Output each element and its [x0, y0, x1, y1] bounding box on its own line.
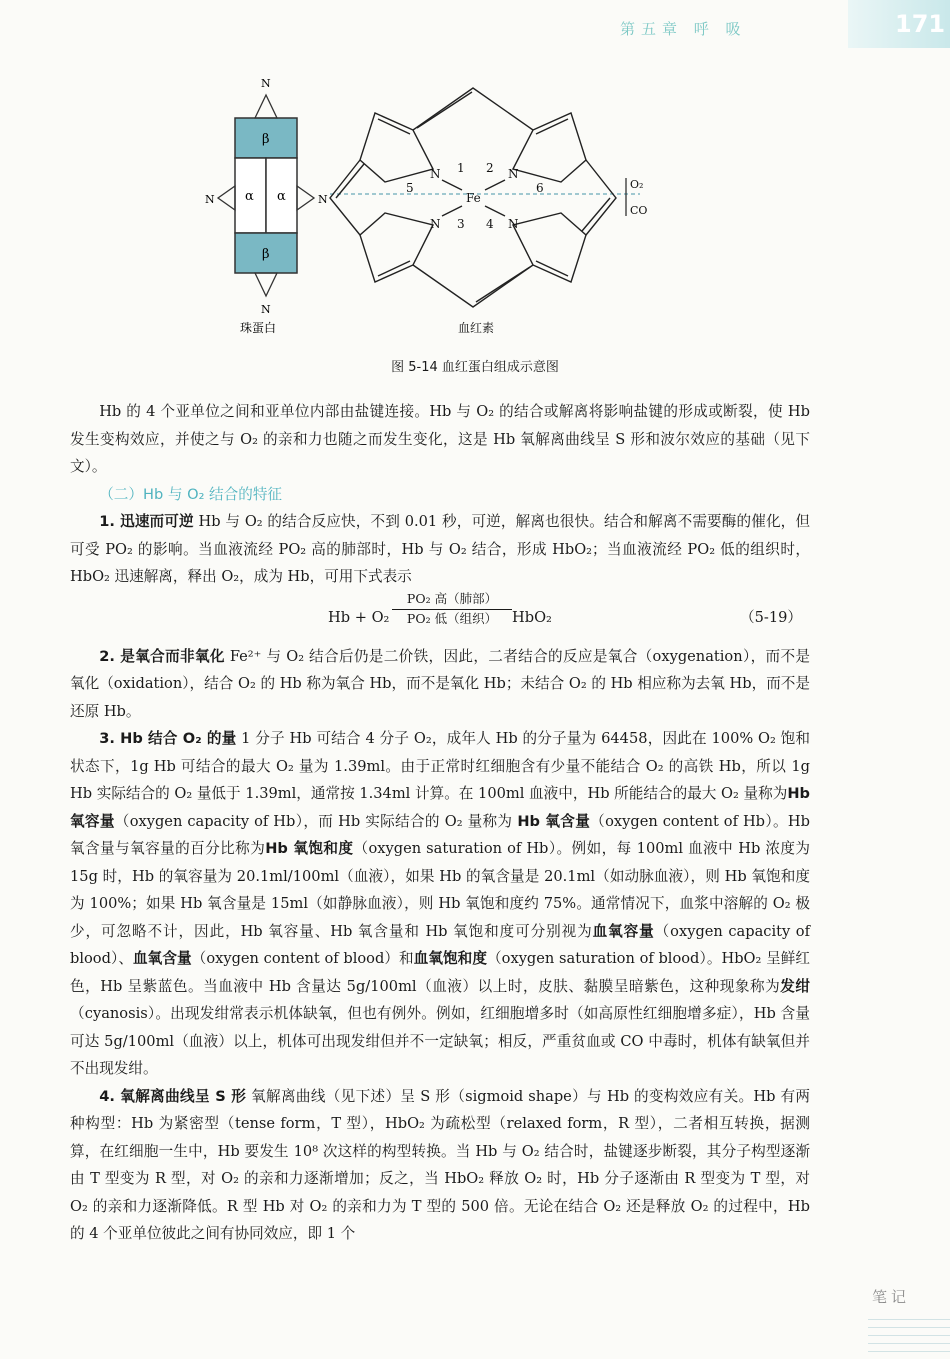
- equation-bottom-condition: PO₂ 低（组织）: [406, 610, 498, 626]
- equation-top-condition: PO₂ 高（肺部）: [406, 590, 498, 606]
- item-text-3f: （oxygen content of blood）和: [191, 950, 414, 967]
- globin-diagram: [205, 77, 328, 335]
- n-atom-2: N: [508, 167, 519, 181]
- item-title-3: 3. Hb 结合 O₂ 的量: [99, 730, 237, 747]
- alpha-label-right: α: [277, 189, 286, 204]
- notes-label: 笔记: [872, 1288, 911, 1306]
- equation-right: HbO₂: [512, 608, 552, 626]
- n-left: N: [205, 193, 215, 206]
- item-text-3a: 1 分子 Hb 可结合 4 分子 O₂，成年人 Hb 的分子量为 64458，因此在 100% O₂ 饱和状态下，1g Hb 可结合的最大 O₂ 量为 1.39ml。由于正常时红细胞含有少量不能结合 O₂ 的高铁 Hb，所以 1g Hb 实际结合的 O₂ 量低于 1.39ml，通常按 1.34ml 计算。在 100ml 血液中，Hb 所能结合的最大 O₂ 量称为: [70, 730, 811, 802]
- term-hb-oxygen-capacity: Hb 氧容量: [70, 785, 810, 830]
- term-hb-oxygen-saturation: Hb 氧饱和度: [265, 840, 354, 857]
- page-number: 171: [895, 10, 946, 38]
- item-text-3h: （cyanosis）。出现发绀常表示机体缺氧，但也有例外。例如，红细胞增多时（如高原性红细胞增多症），Hb 含量可达 5g/100ml（血液）以上，机体可出现发绀但并不一定缺氧；相反，严重贫血或 CO 中毒时，机体有缺氧但并不出现发绀。: [70, 1005, 810, 1077]
- n-atom-4: N: [508, 217, 519, 231]
- n-bottom: N: [261, 303, 271, 316]
- term-cyanosis: 发绀: [780, 977, 810, 995]
- item-text-4: 氧解离曲线（见下述）呈 S 形（sigmoid shape）与 Hb 的变构效应有关。Hb 有两种构型：Hb 为紧密型（tense form，T 型），HbO₂ 为疏松型（relaxed form，R 型），二者相互转换，据测算，在红细胞一生中，Hb 要发生 10⁸ 次这样的构型转换。当 Hb 与 O₂ 结合时，盐键逐步断裂，其分子构型逐渐由 T 型变为 R 型，对 O₂ 的亲和力逐渐增加；反之，当 HbO₂ 释放 O₂ 时，Hb 分子逐渐由 R 型变为 T 型，对 O₂ 的亲和力逐渐降低。R 型 Hb 对 O₂ 的亲和力为 T 型的 500 倍。无论在结合 O₂ 还是释放 O₂ 的过程中，Hb 的 4 个亚单位彼此之间有协同效应，即 1 个: [70, 1087, 810, 1242]
- term-hb-oxygen-content: Hb 氧含量: [517, 812, 591, 830]
- item-text-3e: （oxygen capacity of blood）、: [70, 922, 810, 967]
- bond-number-3: 3: [457, 217, 465, 231]
- notes-lines: [868, 1312, 950, 1352]
- item-title-4: 4. 氧解离曲线呈 S 形: [99, 1087, 247, 1105]
- bond-number-5: 5: [406, 181, 414, 195]
- n-atom-1: N: [430, 167, 441, 181]
- bond-number-1: 1: [457, 161, 465, 175]
- paragraph-oxygenation: [70, 643, 810, 726]
- bond-number-4: 4: [486, 217, 494, 231]
- equation-left: Hb + O₂: [328, 608, 390, 626]
- globin-label: 珠蛋白: [240, 321, 277, 335]
- beta-label-top: β: [262, 132, 270, 147]
- item-title-1: 1. 迅速而可逆: [99, 513, 194, 530]
- fe-atom: Fe: [466, 191, 481, 205]
- alpha-label-left: α: [245, 189, 254, 204]
- section-heading: （二）Hb 与 O₂ 结合的特征: [99, 485, 283, 503]
- equation-5-19: [70, 591, 810, 643]
- item-text-2: Fe²⁺ 与 O₂ 结合后仍是二价铁，因此，二者结合的反应是氧合（oxygenation），而不是氧化（oxidation），结合 O₂ 的 Hb 称为氧合 Hb，而不是氧化 Hb；未结合 O₂ 的 Hb 相应称为去氧 Hb，而不是还原 Hb。: [70, 647, 810, 720]
- equation-number: （5-19）: [740, 608, 802, 626]
- o2-label: O₂: [630, 178, 644, 191]
- heme-label: 血红素: [458, 321, 495, 335]
- bond-number-2: 2: [486, 161, 494, 175]
- figure-caption: 图 5-14 血红蛋白组成示意图: [391, 360, 559, 375]
- paragraph-s-curve: [70, 1083, 810, 1248]
- item-text-3d: （oxygen saturation of Hb）。例如，每 100ml 血液中 Hb 浓度为 15g 时，Hb 的氧容量为 20.1ml/100ml（血液），如果 Hb 的氧含量是 20.1ml（如动脉血液），则 Hb 氧饱和度为 100%；如果 Hb 氧含量是 15ml（如静脉血液），则 Hb 氧饱和度约 75%。通常情况下，血浆中溶解的 O₂ 极少，可忽略不计，因此，Hb 氧容量、Hb 氧含量和 Hb 氧饱和度可分别视为: [70, 840, 810, 940]
- hemoglobin-figure: [200, 70, 680, 345]
- n-top: N: [261, 77, 271, 90]
- term-blood-oxygen-content: 血氧含量: [133, 950, 192, 967]
- bond-number-6: 6: [536, 181, 544, 195]
- paragraph-intro: Hb 的 4 个亚单位之间和亚单位内部由盐键连接。Hb 与 O₂ 的结合或解离将影响盐键的形成或断裂，使 Hb 发生变构效应，并使之与 O₂ 的亲和力也随之而发生变化，这是 Hb 氧解离曲线呈 S 形和波尔效应的基础（见下文）。: [70, 403, 810, 475]
- beta-label-bottom: β: [262, 247, 270, 262]
- n-atom-3: N: [430, 217, 441, 231]
- term-blood-oxygen-saturation: 血氧饱和度: [413, 950, 488, 967]
- item-text-3c: （oxygen content of Hb）。Hb 氧含量与氧容量的百分比称为: [70, 812, 810, 857]
- paragraph-oxygen-amount: [70, 725, 810, 1083]
- equation-arrow: [392, 591, 512, 627]
- co-label: CO: [630, 204, 648, 217]
- item-text-3b: （oxygen capacity of Hb），而 Hb 实际结合的 O₂ 量称为: [114, 812, 518, 830]
- paragraph-rapid-reversible: [70, 508, 810, 591]
- body-text: [70, 398, 810, 1248]
- item-text-1: Hb 与 O₂ 的结合反应快，不到 0.01 秒，可逆，解离也很快。结合和解离不需要酶的催化，但可受 PO₂ 的影响。当血液流经 PO₂ 高的肺部时，Hb 与 O₂ 结合，形成 HbO₂；当血液流经 PO₂ 低的组织时，HbO₂ 迅速解离，释出 O₂，成为 Hb，可用下式表示: [70, 513, 811, 585]
- chapter-header: 第五章 呼 吸: [620, 20, 747, 38]
- n-right: N: [318, 193, 328, 206]
- item-title-2: 2. 是氧合而非氧化: [99, 647, 225, 665]
- item-text-3g: （oxygen saturation of blood）。HbO₂ 呈鲜红色，Hb 呈紫蓝色。当血液中 Hb 含量达 5g/100ml（血液）以上时，皮肤、黏膜呈暗紫色，这种现象称为: [70, 950, 810, 995]
- term-blood-oxygen-capacity: 血氧容量: [592, 922, 655, 940]
